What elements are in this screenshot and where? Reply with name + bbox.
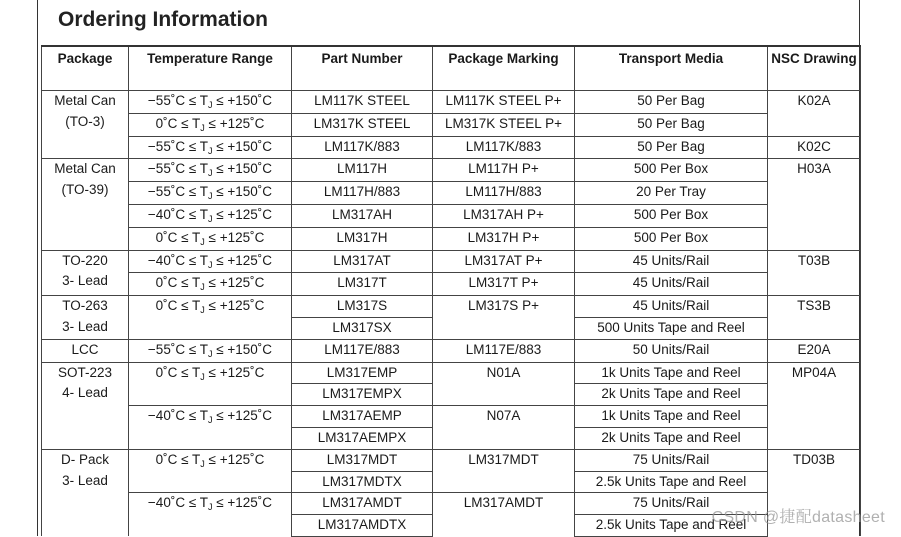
transport-media-cell: 500 Per Box <box>575 204 768 227</box>
package-marking-cell: LM317H P+ <box>433 227 575 250</box>
transport-media-cell: 2.5k Units Tape and Reel <box>575 471 768 493</box>
package-cell: D- Pack 3- Lead <box>42 449 129 536</box>
part-number-cell: LM317AT <box>292 250 433 273</box>
package-cell: Metal Can (TO-39) <box>42 159 129 250</box>
package-marking-cell: LM117K STEEL P+ <box>433 91 575 114</box>
transport-media-cell: 500 Per Box <box>575 159 768 182</box>
watermark: CSDN @捷配datasheet <box>711 509 885 526</box>
package-marking-cell: LM317K STEEL P+ <box>433 113 575 136</box>
package-cell: TO-263 3- Lead <box>42 296 129 340</box>
package-marking-cell: LM317MDT <box>433 449 575 493</box>
table-row <box>42 339 861 362</box>
temperature-cell: −55˚C ≤ $T_J$ ≤ +150˚C <box>129 159 292 182</box>
transport-media-cell: 50 Units/Rail <box>575 339 768 362</box>
nsc-drawing-cell: K02A <box>768 91 861 137</box>
table-row <box>42 362 861 384</box>
package-marking-cell: LM117H P+ <box>433 159 575 182</box>
header-part-number: Part Number <box>292 46 433 91</box>
table-row <box>42 204 861 227</box>
part-number-cell: LM317K STEEL <box>292 113 433 136</box>
part-number-cell: LM317EMPX <box>292 384 433 406</box>
part-number-cell: LM317SX <box>292 317 433 339</box>
table-row <box>42 159 861 182</box>
part-number-cell: LM117H/883 <box>292 182 433 205</box>
package-marking-cell: LM117H/883 <box>433 182 575 205</box>
table-header-row <box>42 46 861 91</box>
transport-media-cell: 50 Per Bag <box>575 136 768 159</box>
transport-media-cell: 2k Units Tape and Reel <box>575 427 768 449</box>
temperature-cell: 0˚C ≤ $T_J$ ≤ +125˚C <box>129 227 292 250</box>
temperature-cell: 0˚C ≤ $T_J$ ≤ +125˚C <box>129 449 292 493</box>
header-nsc-drawing: NSC Drawing <box>768 46 861 91</box>
transport-media-cell: 2k Units Tape and Reel <box>575 384 768 406</box>
nsc-drawing-cell: H03A <box>768 159 861 250</box>
nsc-drawing-cell: TD03B <box>768 449 861 536</box>
table-row <box>42 182 861 205</box>
part-number-cell: LM317AH <box>292 204 433 227</box>
header-package: Package <box>42 46 129 91</box>
temperature-cell: −40˚C ≤ $T_J$ ≤ +125˚C <box>129 250 292 273</box>
part-number-cell: LM317T <box>292 273 433 296</box>
temperature-cell: −40˚C ≤ $T_J$ ≤ +125˚C <box>129 493 292 537</box>
package-marking-cell: LM317AH P+ <box>433 204 575 227</box>
temperature-cell: 0˚C ≤ $T_J$ ≤ +125˚C <box>129 273 292 296</box>
part-number-cell: LM317S <box>292 296 433 318</box>
package-marking-cell: LM317S P+ <box>433 296 575 340</box>
ordering-table <box>41 45 861 537</box>
temperature-cell: −55˚C ≤ $T_J$ ≤ +150˚C <box>129 91 292 114</box>
temperature-cell: −55˚C ≤ $T_J$ ≤ +150˚C <box>129 136 292 159</box>
part-number-cell: LM317AEMP <box>292 406 433 428</box>
part-number-cell: LM317AMDTX <box>292 515 433 537</box>
table-row <box>42 113 861 136</box>
package-cell: LCC <box>42 339 129 362</box>
temperature-cell: −55˚C ≤ $T_J$ ≤ +150˚C <box>129 339 292 362</box>
transport-media-cell: 1k Units Tape and Reel <box>575 406 768 428</box>
nsc-drawing-cell: TS3B <box>768 296 861 340</box>
temperature-cell: −55˚C ≤ $T_J$ ≤ +150˚C <box>129 182 292 205</box>
package-marking-cell: N07A <box>433 406 575 450</box>
table-row <box>42 91 861 114</box>
part-number-cell: LM317H <box>292 227 433 250</box>
package-marking-cell: LM117K/883 <box>433 136 575 159</box>
transport-media-cell: 1k Units Tape and Reel <box>575 362 768 384</box>
package-cell: Metal Can (TO-3) <box>42 91 129 159</box>
package-marking-cell: LM317AMDT <box>433 493 575 537</box>
header-package-marking: Package Marking <box>433 46 575 91</box>
package-marking-cell: N01A <box>433 362 575 406</box>
table-row <box>42 136 861 159</box>
table-row <box>42 449 861 471</box>
table-row <box>42 296 861 318</box>
nsc-drawing-cell: T03B <box>768 250 861 296</box>
table-row <box>42 406 861 428</box>
package-cell: TO-220 3- Lead <box>42 250 129 296</box>
transport-media-cell: 50 Per Bag <box>575 91 768 114</box>
transport-media-cell: 50 Per Bag <box>575 113 768 136</box>
part-number-cell: LM317MDT <box>292 449 433 471</box>
page-title: Ordering Information <box>58 8 268 31</box>
transport-media-cell: 75 Units/Rail <box>575 449 768 471</box>
nsc-drawing-cell: E20A <box>768 339 861 362</box>
transport-media-cell: 500 Units Tape and Reel <box>575 317 768 339</box>
transport-media-cell: 2.5k Units Tape and Reel <box>575 515 768 537</box>
part-number-cell: LM317MDTX <box>292 471 433 493</box>
table-row <box>42 273 861 296</box>
transport-media-cell: 45 Units/Rail <box>575 296 768 318</box>
nsc-drawing-cell: K02C <box>768 136 861 159</box>
table-row <box>42 227 861 250</box>
table-row <box>42 250 861 273</box>
part-number-cell: LM317AEMPX <box>292 427 433 449</box>
package-marking-cell: LM317T P+ <box>433 273 575 296</box>
part-number-cell: LM317EMP <box>292 362 433 384</box>
package-marking-cell: LM117E/883 <box>433 339 575 362</box>
transport-media-cell: 75 Units/Rail <box>575 493 768 515</box>
transport-media-cell: 20 Per Tray <box>575 182 768 205</box>
part-number-cell: LM117E/883 <box>292 339 433 362</box>
part-number-cell: LM317AMDT <box>292 493 433 515</box>
temperature-cell: −40˚C ≤ $T_J$ ≤ +125˚C <box>129 406 292 450</box>
part-number-cell: LM117H <box>292 159 433 182</box>
transport-media-cell: 500 Per Box <box>575 227 768 250</box>
nsc-drawing-cell: MP04A <box>768 362 861 449</box>
package-marking-cell: LM317AT P+ <box>433 250 575 273</box>
part-number-cell: LM117K STEEL <box>292 91 433 114</box>
temperature-cell: 0˚C ≤ $T_J$ ≤ +125˚C <box>129 296 292 340</box>
temperature-cell: 0˚C ≤ $T_J$ ≤ +125˚C <box>129 362 292 406</box>
transport-media-cell: 45 Units/Rail <box>575 250 768 273</box>
header-temperature-range: Temperature Range <box>129 46 292 91</box>
header-transport-media: Transport Media <box>575 46 768 91</box>
part-number-cell: LM117K/883 <box>292 136 433 159</box>
package-cell: SOT-223 4- Lead <box>42 362 129 449</box>
temperature-cell: −40˚C ≤ $T_J$ ≤ +125˚C <box>129 204 292 227</box>
transport-media-cell: 45 Units/Rail <box>575 273 768 296</box>
temperature-cell: 0˚C ≤ $T_J$ ≤ +125˚C <box>129 113 292 136</box>
